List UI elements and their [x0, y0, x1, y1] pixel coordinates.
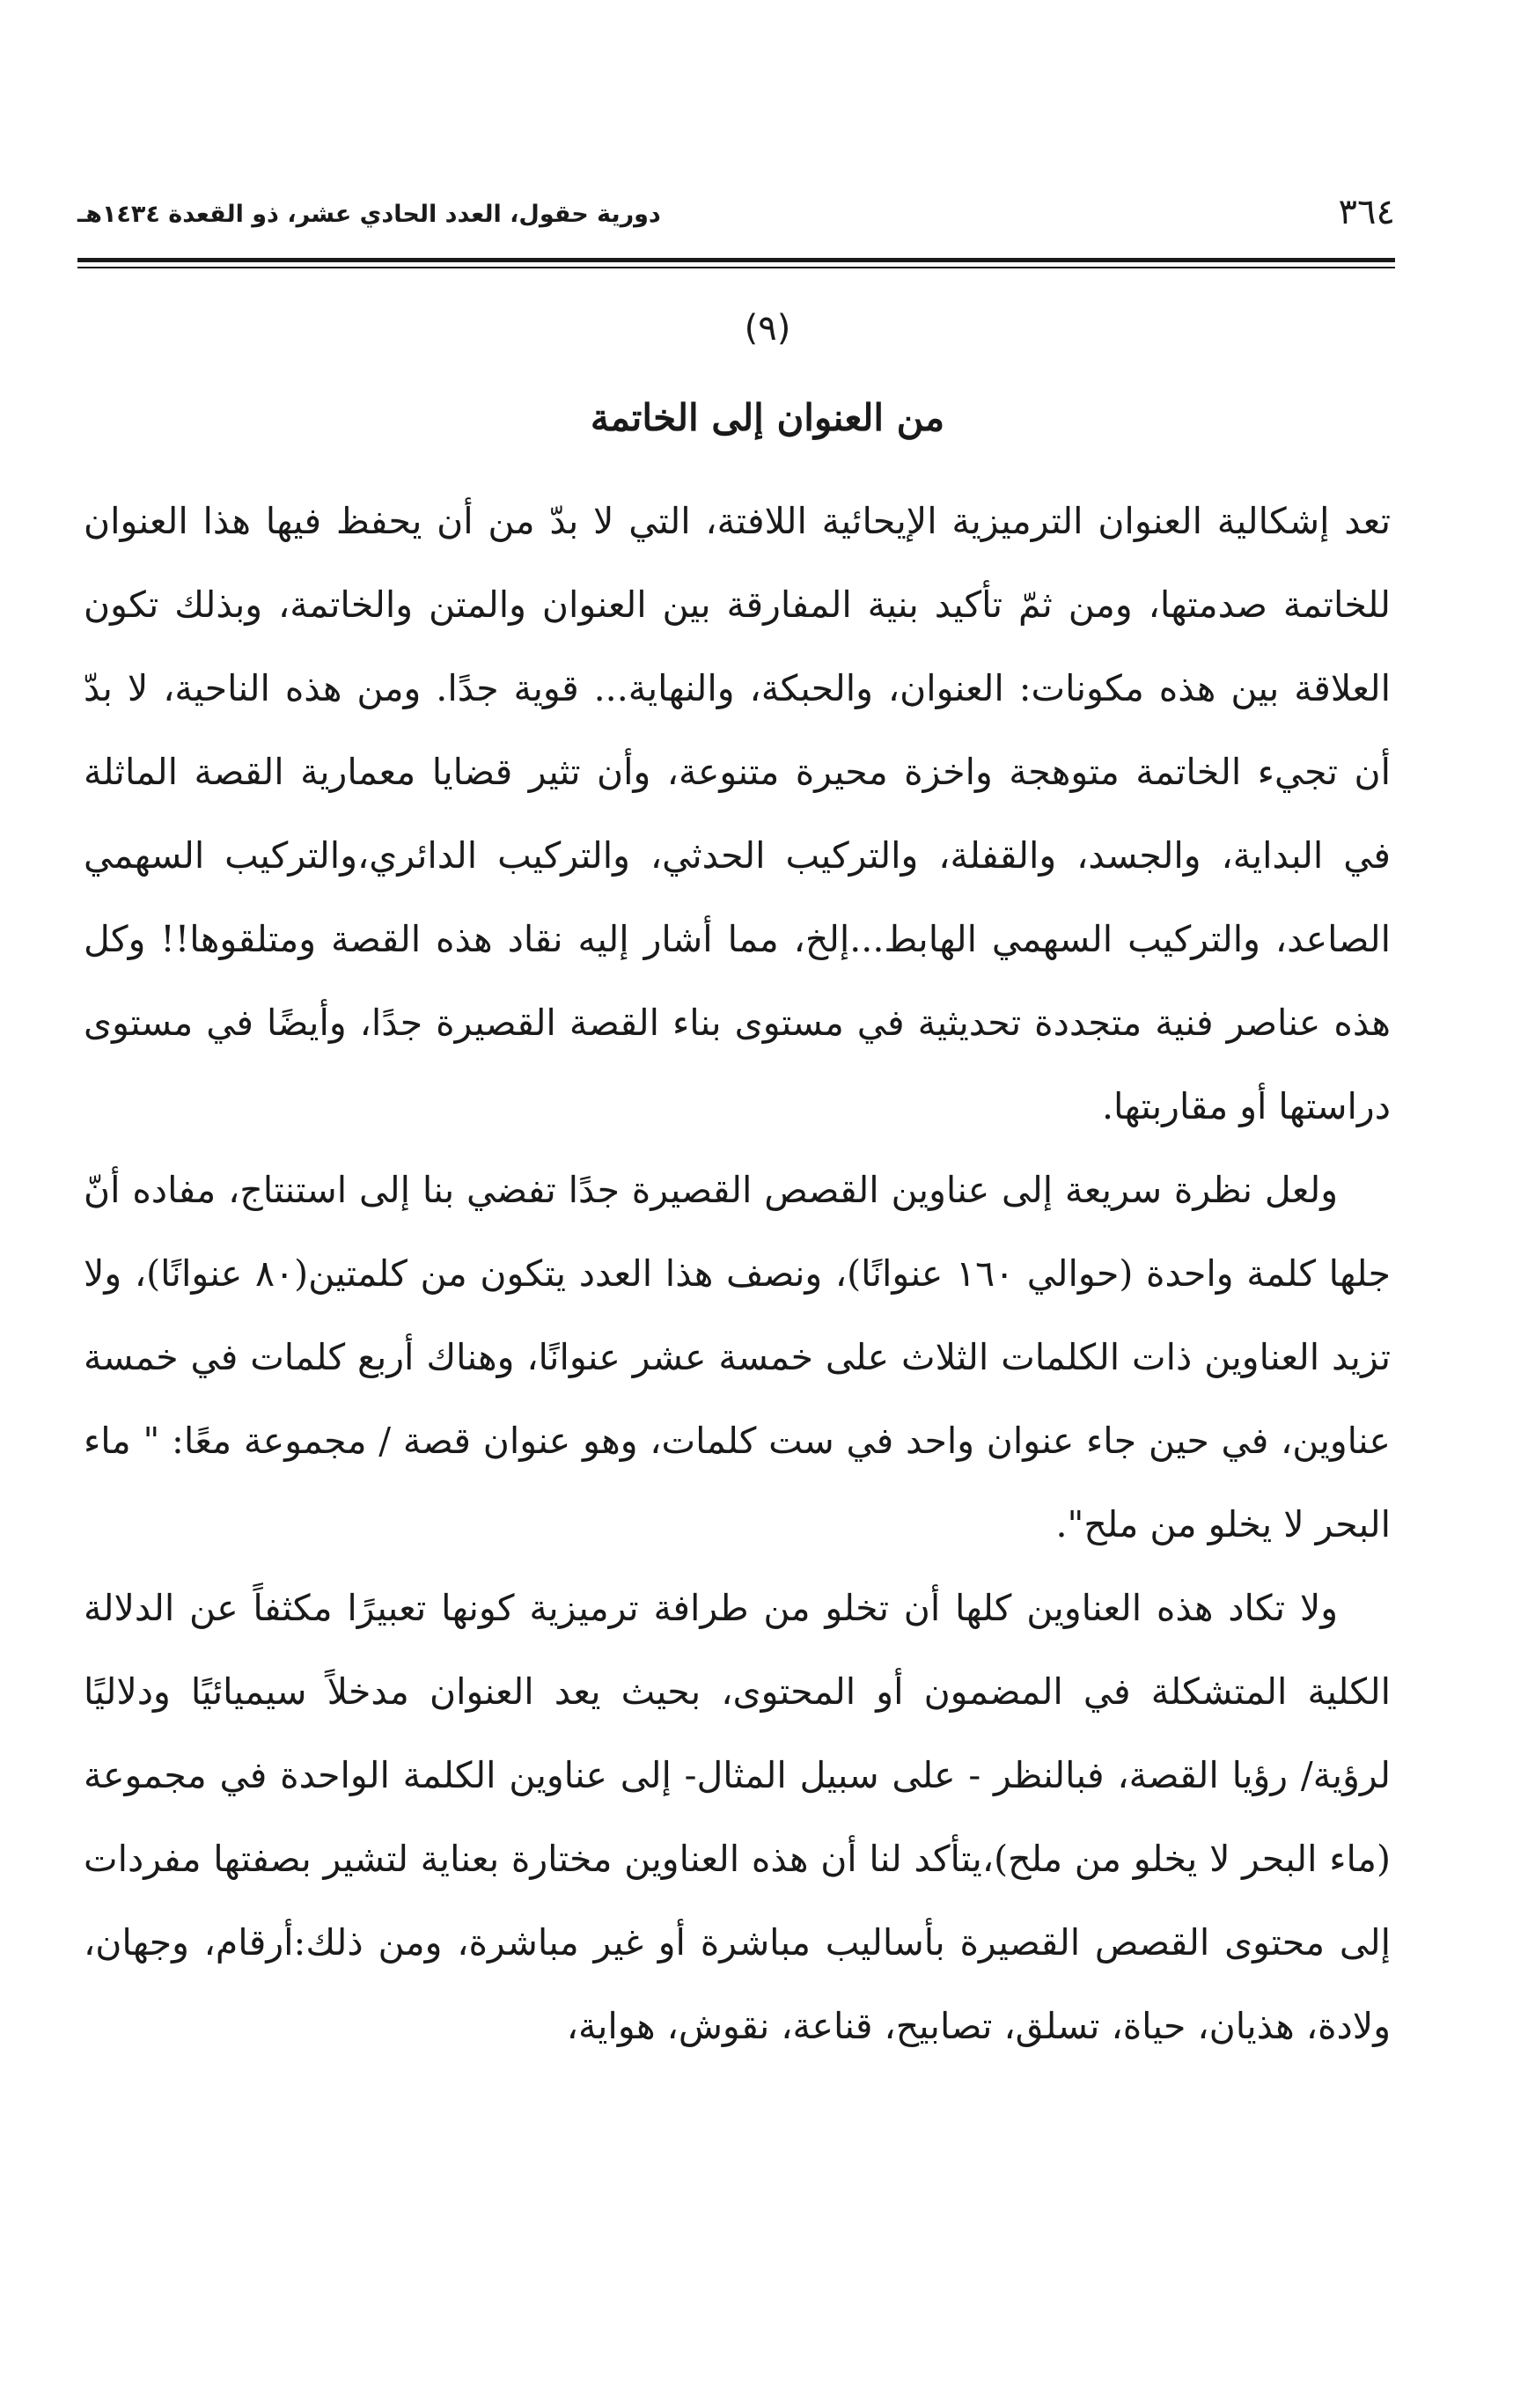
section-number: (٩) [744, 308, 791, 349]
journal-info: دورية حقول، العدد الحادي عشر، ذو القعدة ١٤٣٤هـ [77, 201, 661, 228]
paragraph-2: ولعل نظرة سريعة إلى عناوين القصص القصيرة جدًا تفضي بنا إلى استنتاج، مفاده أنّ جلها كلمة واحدة (حوالي ١٦٠ عنوانًا)، ونصف هذا العدد يتكون من كلمتين(٨٠ عنوانًا)، ولا تزيد العناوين ذات الكلمات الثلاث على خمسة عشر عنوانًا، وهناك أربع كلمات في خمسة عناوين، في حين جاء عنوان واحد في ست كلمات، وهو عنوان قصة / مجموعة معًا: " ماء البحر لا يخلو من ملح". [84, 1169, 1391, 1545]
running-header [77, 192, 1395, 245]
paragraph-3: ولا تكاد هذه العناوين كلها أن تخلو من طرافة ترميزية كونها تعبيرًا مكثفاً عن الدلالة الكلية المتشكلة في المضمون أو المحتوى، بحيث يعد العنوان مدخلاً سيميائيًا ودلاليًا لرؤية/ رؤيا القصة، فبالنظر - على سبيل المثال- إلى عناوين الكلمة الواحدة في مجموعة (ماء البحر لا يخلو من ملح)،يتأكد لنا أن هذه العناوين مختارة بعناية لتشير بصفتها مفردات إلى محتوى القصص القصيرة بأساليب مباشرة أو غير مباشرة، ومن ذلك:أرقام، وجهان، ولادة، هذيان، حياة، تسلق، تصابيح، قناعة، نقوش، هواية، [84, 1587, 1391, 2047]
page-number: ٣٦٤ [1338, 192, 1395, 232]
section-title: من العنوان إلى الخاتمة [590, 396, 945, 439]
body-text [84, 480, 1391, 2068]
header-rule-thin [77, 267, 1395, 268]
paragraph-1: تعد إشكالية العنوان الترميزية الإيحائية اللافتة، التي لا بدّ من أن يحفظ فيها هذا العنوان للخاتمة صدمتها، ومن ثمّ تأكيد بنية المفارقة بين العنوان والمتن والخاتمة، وبذلك تكون العلاقة بين هذه مكونات: العنوان، والحبكة، والنهاية... قوية جدًا. ومن هذه الناحية، لا بدّ أن تجيء الخاتمة متوهجة واخزة محيرة متنوعة، وأن تثير قضايا معمارية القصة الماثلة في البداية، والجسد، والقفلة، والتركيب الحدثي، والتركيب الدائري،والتركيب السهمي الصاعد، والتركيب السهمي الهابط...إلخ، مما أشار إليه نقاد هذه القصة ومتلقوها!! وكل هذه عناصر فنية متجددة تحديثية في مستوى بناء القصة القصيرة جدًا، وأيضًا في مستوى دراستها أو مقاربتها. [84, 500, 1391, 1127]
header-rule-thick [77, 258, 1395, 262]
